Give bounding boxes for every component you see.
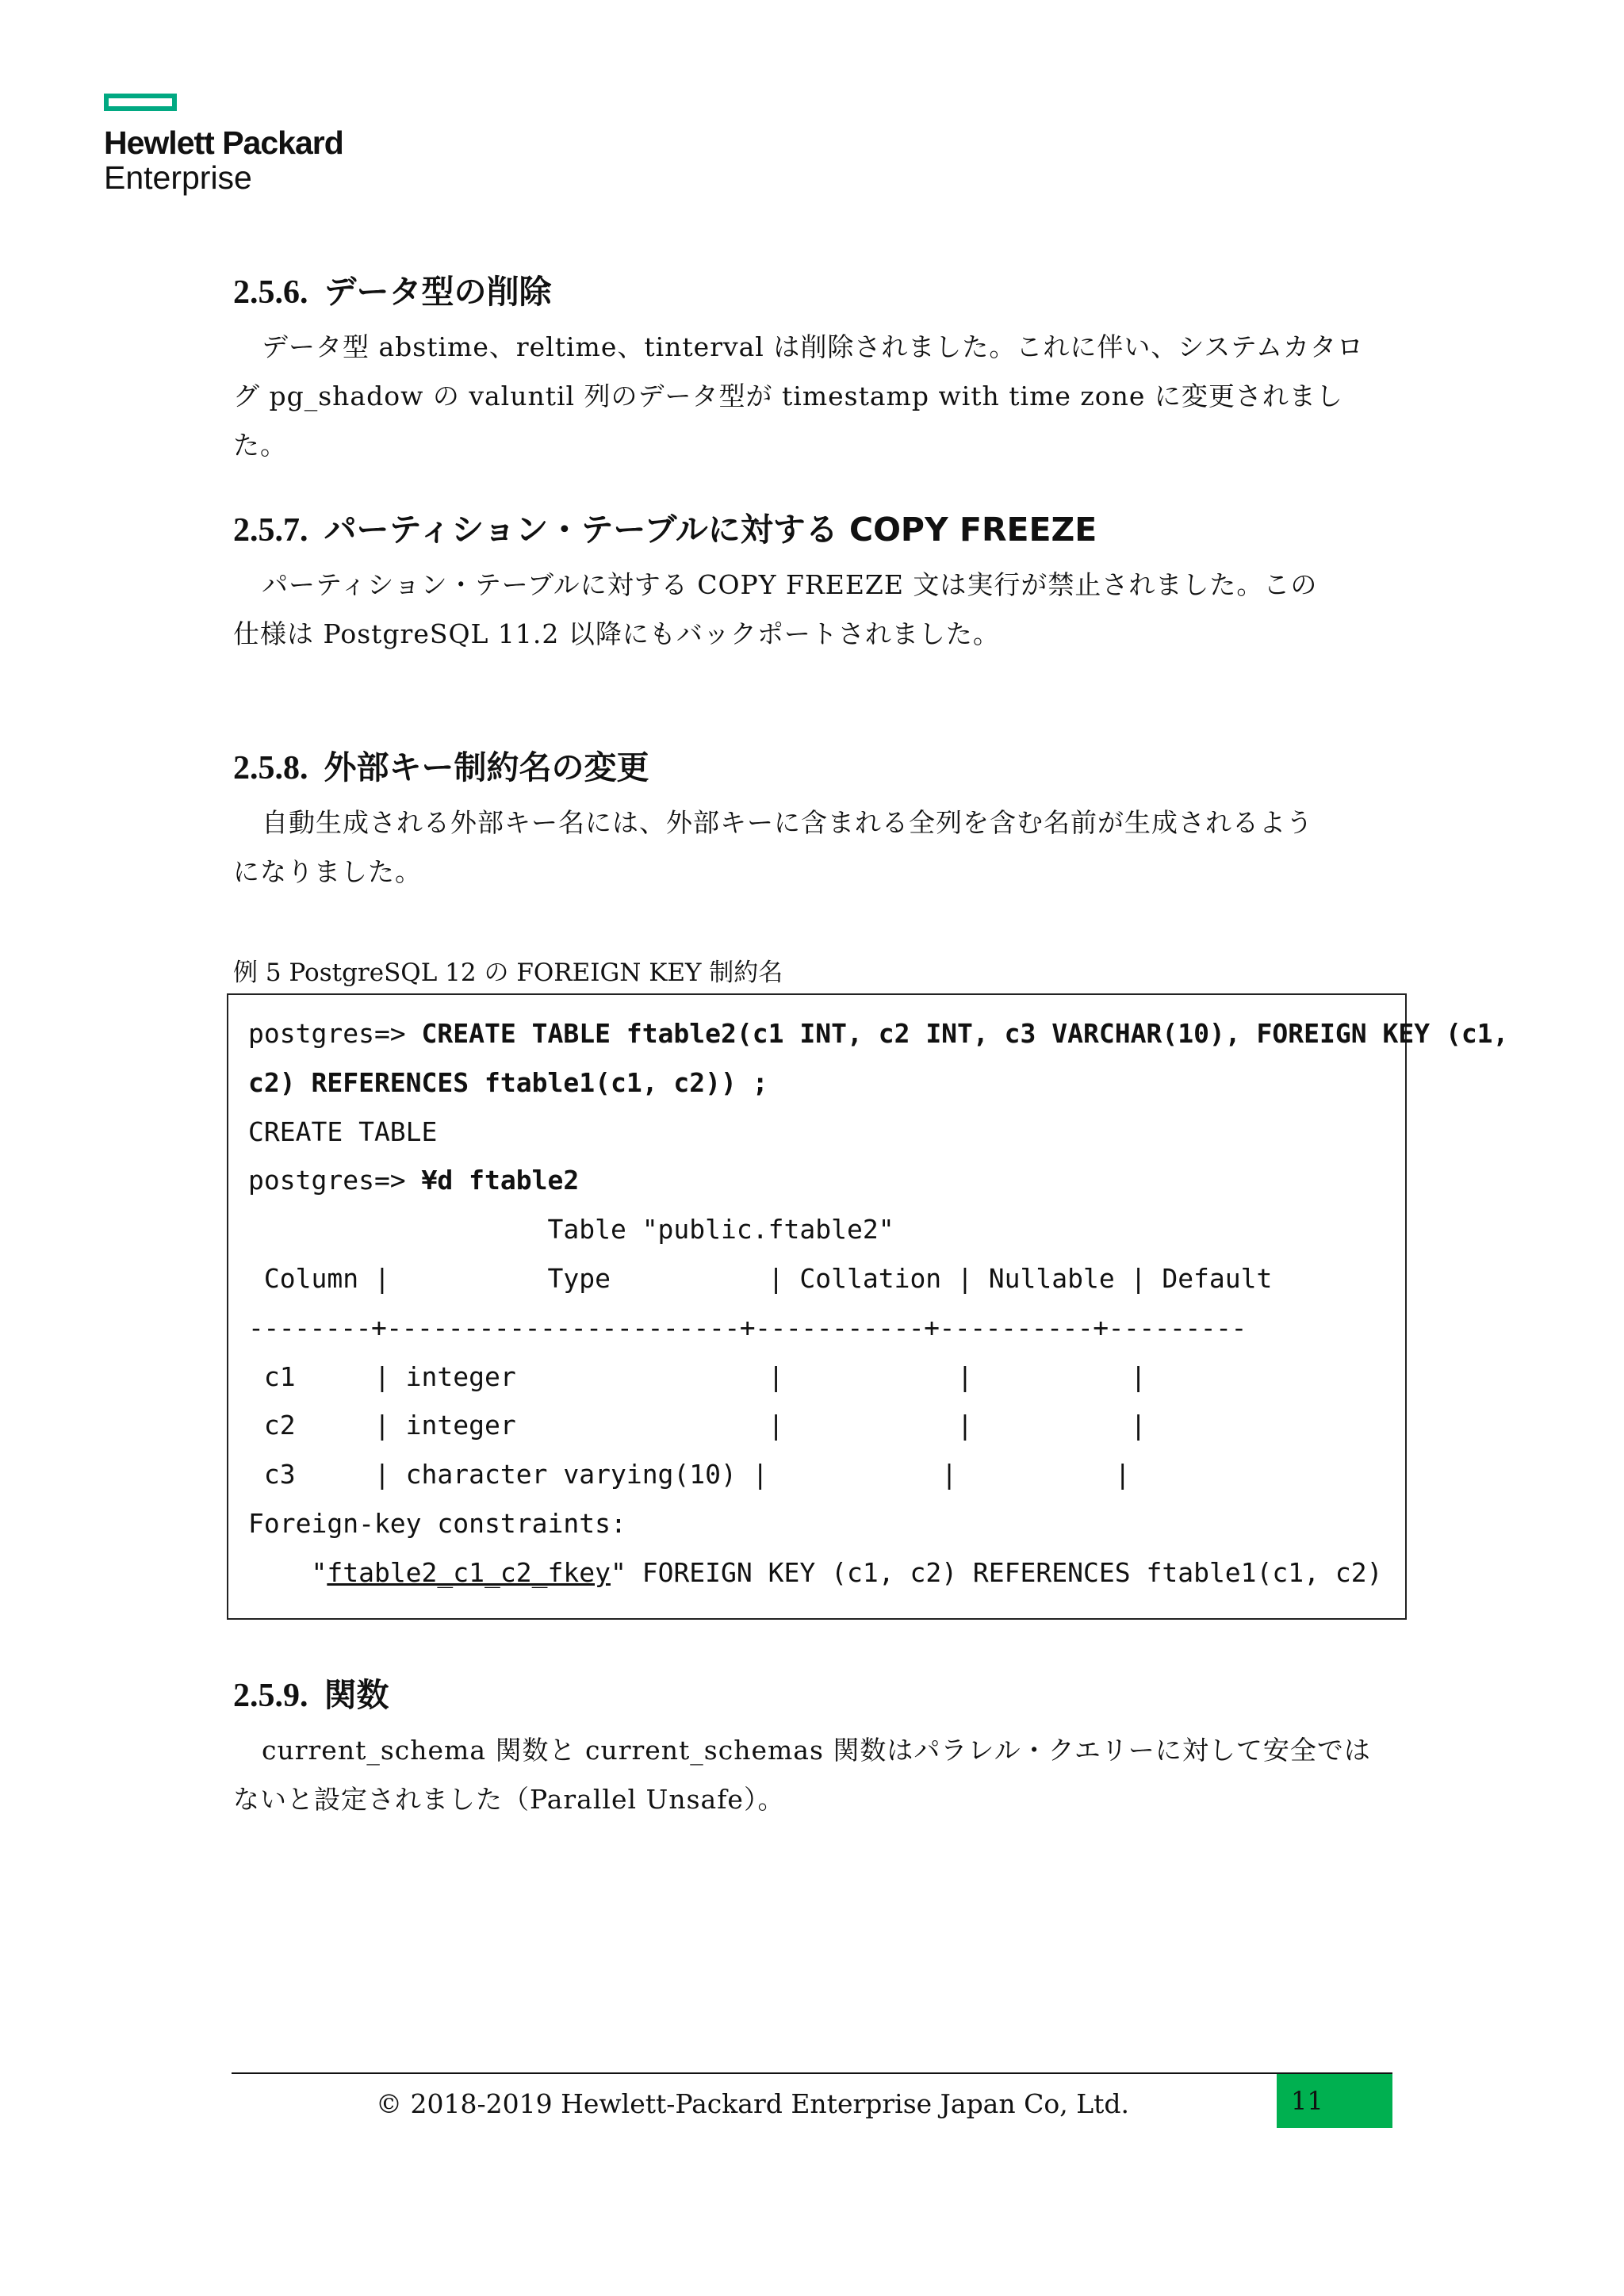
section-2-5-9 [233,1673,1392,1824]
code-line-output: CREATE TABLE [248,1115,438,1147]
code-line-command-1-cont [248,1058,1386,1108]
section-heading [233,1673,1392,1718]
prompt: postgres=> [248,1018,422,1049]
section-2-5-6 [233,270,1392,470]
logo-rectangle-icon [104,94,177,111]
table-row: c3 | character varying(10) | | | [248,1459,1131,1490]
section-title: 関数 [324,1676,389,1714]
paragraph-line: グ pg_shadow の valuntil 列のデータ型が timestamp with time zone に変更されました。 [233,381,1343,461]
section-heading [233,507,1392,553]
command-text: c2) REFERENCES ftable1(c1, c2)) ; [248,1066,768,1098]
paragraph-line: ないと設定されました（Parallel Unsafe）。 [233,1784,785,1815]
paragraph-line: 仕様は PostgreSQL 11.2 以降にもバックポートされました。 [233,618,1000,649]
table-separator: --------+-----------------------+-----------+----------+--------- [248,1311,1247,1343]
section-title: データ型の削除 [324,273,552,311]
example-caption: 例 5 PostgreSQL 12 の FOREIGN KEY 制約名 [233,959,783,987]
section-2-5-7 [233,507,1392,659]
fk-label: Foreign-key constraints: [248,1507,626,1539]
section-heading [233,745,1392,790]
paragraph-line: パーティション・テーブルに対する COPY FREEZE 文は実行が禁止されました。この [262,569,1318,600]
code-example-box [227,993,1509,1620]
footer-copyright: © 2018-2019 Hewlett-Packard Enterprise Japan Co, Ltd. [376,2088,1129,2119]
logo-text-line2: Enterprise [104,159,252,196]
fk-indent: " [248,1556,327,1588]
footer-divider [232,2072,1392,2074]
section-title: 外部キー制約名の変更 [324,748,649,786]
section-title: パーティション・テーブルに対する COPY FREEZE [324,511,1097,549]
table-row: c2 | integer | | | [248,1410,1147,1441]
page-number-box [1277,2074,1392,2128]
code-line-command-1 [248,1009,1509,1058]
fk-constraint-line [248,1548,1386,1598]
code-line-command-2 [248,1156,1386,1205]
section-heading [233,270,1392,315]
fk-constraint-name: ftable2_c1_c2_fkey [327,1556,611,1588]
section-number: 2.5.7. [233,512,308,549]
table-header: Column | Type | Collation | Nullable | Default [248,1262,1273,1294]
command-text: ¥d ftable2 [421,1165,580,1196]
table-row: c1 | integer | | | [248,1360,1147,1392]
paragraph-line: current_schema 関数と current_schemas 関数はパラレル・クエリーに対して安全では [262,1735,1371,1766]
section-2-5-8 [233,745,1392,897]
section-number: 2.5.6. [233,274,308,311]
fk-constraint-rest: " FOREIGN KEY (c1, c2) REFERENCES ftable1(c1, c2) [610,1556,1383,1588]
paragraph-line: データ型 abstime、reltime、tinterval は削除されました。これに伴い、システムカタロ [262,331,1365,362]
prompt: postgres=> [248,1165,422,1196]
page-number: 11 [1291,2086,1323,2116]
command-text: CREATE TABLE ftable2(c1 INT, c2 INT, c3 VARCHAR(10), FOREIGN KEY (c1, [421,1018,1509,1049]
section-number: 2.5.9. [233,1678,308,1714]
paragraph-line: 自動生成される外部キー名には、外部キーに含まれる全列を含む名前が生成されるよう [262,807,1313,838]
section-number: 2.5.8. [233,750,308,786]
paragraph-line: になりました。 [233,856,422,887]
table-title: Table "public.ftable2" [248,1214,894,1246]
hpe-logo [104,94,343,195]
logo-text-line1: Hewlett Packard [104,124,343,161]
